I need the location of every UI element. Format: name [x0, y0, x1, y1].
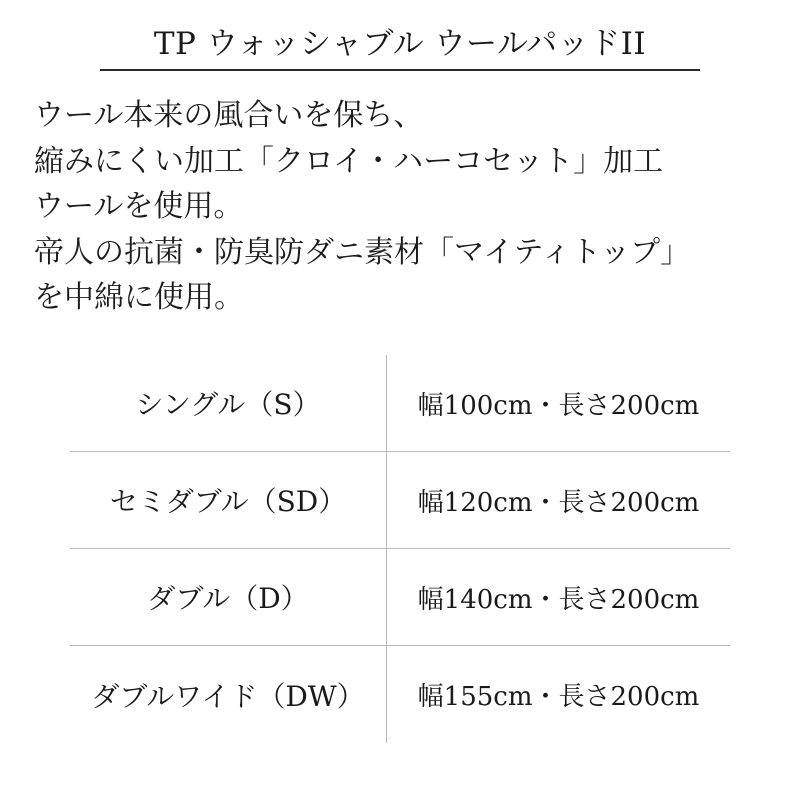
size-dimensions: 幅155cm・長さ200cm — [387, 646, 731, 743]
size-dimensions: 幅120cm・長さ200cm — [387, 452, 731, 549]
table-row — [70, 549, 730, 646]
description-line-4: 帝人の抗菌・防臭防ダニ素材「マイティトップ」 — [34, 234, 691, 270]
description-line-5: を中綿に使用。 — [34, 280, 244, 316]
size-label: シングル（S） — [70, 355, 387, 452]
size-dimensions: 幅140cm・長さ200cm — [387, 549, 731, 646]
size-label: セミダブル（SD） — [70, 452, 387, 549]
table-row — [70, 646, 730, 743]
description-line-2: 縮みにくい加工「クロイ・ハーコセット」加工 — [34, 143, 664, 179]
description-line-1: ウール本来の風合いを保ち、 — [34, 98, 424, 133]
size-label: ダブル（D） — [70, 549, 387, 646]
size-dimensions: 幅100cm・長さ200cm — [417, 390, 700, 421]
product-description — [34, 93, 800, 321]
table-row — [70, 355, 730, 452]
description-line-3: ウールを使用。 — [34, 189, 244, 225]
table-row — [70, 452, 730, 549]
title-underline — [100, 69, 700, 71]
size-spec-table — [70, 355, 730, 743]
size-label: ダブルワイド（DW） — [70, 646, 387, 743]
page-title: TP ウォッシャブル ウールパッドII — [153, 26, 647, 62]
